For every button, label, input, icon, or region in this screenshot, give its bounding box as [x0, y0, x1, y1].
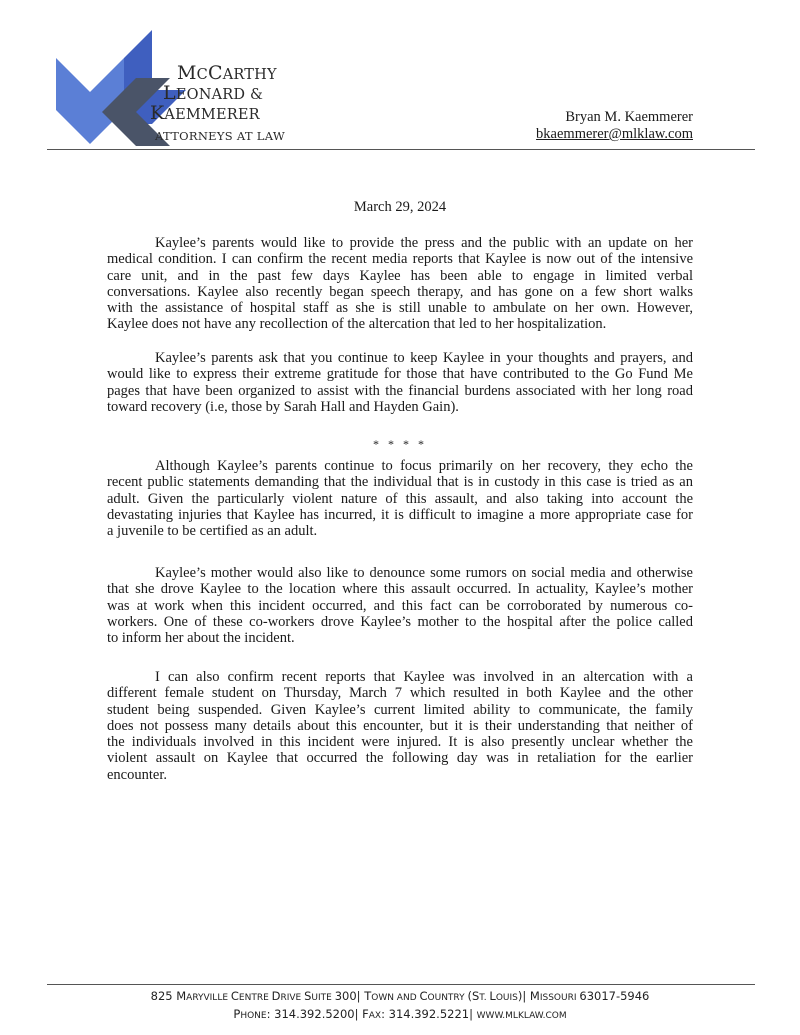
text-line: pages that have been organized to assist with the financial burdens associated with her long road — [107, 382, 693, 399]
letter-date: March 29, 2024 — [353, 199, 447, 215]
footer-rule — [47, 984, 755, 985]
text-line: different female student on Thursday, March 7 which resulted in both Kaylee and the other — [107, 685, 693, 702]
text-line: devastating injuries that Kaylee has incurred, it is difficult to imagine a more appropriate case for — [107, 506, 693, 523]
text-line: Kaylee’s parents ask that you continue to keep Kaylee in your thoughts and prayers, and — [155, 350, 693, 366]
firm-name-line-3: KAEMMERER — [150, 102, 260, 124]
text-line: Although Kaylee’s parents continue to focus primarily on her recovery, they echo the — [155, 458, 693, 474]
text-line: student being suspended. Given Kaylee’s current limited ability to communicate, the family — [107, 701, 693, 718]
section-separator: * * * * — [373, 437, 427, 451]
text-line: Kaylee does not have any recollection of the altercation that led to her hospitalization. — [107, 316, 607, 333]
text-line: to inform her about the incident. — [107, 630, 295, 647]
text-line: adult. Given the particularly violent nature of this assault, and also taking into account the — [107, 490, 693, 507]
logo-light-blue-chevron — [56, 58, 90, 144]
text-line: conversations. Kaylee also recently began speech therapy, and has gone on a few short walks — [107, 283, 693, 300]
text-line: care unit, and in the past few days Kaylee has been able to engage in limited verbal — [107, 267, 693, 284]
text-line: would like to express their extreme gratitude for those that have contributed to the Go Fund Me — [107, 366, 693, 383]
text-line: the individuals involved in this incident were injured. It is also presently unclear whether the — [107, 734, 693, 751]
attorney-name: Bryan M. Kaemmerer — [565, 109, 693, 125]
text-line: violent assault on Kaylee that occurred the following day was in retaliation for the earlier — [107, 750, 693, 767]
header-rule — [47, 149, 755, 150]
text-line: a juvenile to be certified as an adult. — [107, 523, 318, 540]
paragraph-5 — [107, 669, 693, 783]
text-line: Kaylee’s parents would like to provide the press and the public with an update on her — [155, 235, 693, 251]
website-link[interactable]: WWW.MLKLAW.COM — [476, 1011, 567, 1021]
firm-name-line-1: MCCARTHY — [177, 62, 277, 84]
text-line: was at work when this incident occurred, and this fact can be corroborated by numerous co- — [107, 597, 693, 614]
paragraph-3 — [107, 458, 693, 539]
firm-tagline: ATTORNEYS AT LAW — [155, 129, 285, 143]
footer-contact: PHONE: 314.392.5200| FAX: 314.392.5221| WWW.MLKLAW.COM — [233, 1007, 567, 1021]
firm-name-line-2: LEONARD & — [163, 82, 264, 104]
attorney-email-link[interactable]: bkaemmerer@mlklaw.com — [536, 126, 693, 142]
text-line: with the assistance of hospital staff as she is still unable to ambulate on her own. However, — [107, 300, 693, 317]
paragraph-1 — [107, 235, 693, 333]
text-line: encounter. — [107, 766, 167, 783]
text-line: workers. One of these co-workers drove Kaylee’s mother to the hospital after the police called — [107, 613, 693, 630]
text-line: Kaylee’s mother would also like to denounce some rumors on social media and otherwise — [155, 565, 693, 581]
text-line: that she drove Kaylee to the location where this assault occurred. In actuality, Kaylee’s mother — [107, 581, 693, 598]
text-line: recent public statements demanding that the individual that is in custody in this case is tried as an — [107, 474, 693, 491]
text-line: does not possess many details about this encounter, but it is their understanding that neither of — [107, 717, 693, 734]
text-line: I can also confirm recent reports that Kaylee was involved in an altercation with a — [155, 669, 693, 685]
text-line: medical condition. I can confirm the recent media reports that Kaylee is now out of the intensive — [107, 251, 693, 268]
paragraph-4 — [107, 565, 693, 646]
footer-address: 825 MARYVILLE CENTRE DRIVE SUITE 300| TOWN AND COUNTRY (ST. LOUIS)| MISSOURI 63017-5946 — [150, 989, 650, 1003]
paragraph-2 — [107, 350, 693, 415]
text-line: toward recovery (i.e, those by Sarah Hall and Hayden Gain). — [107, 398, 459, 415]
